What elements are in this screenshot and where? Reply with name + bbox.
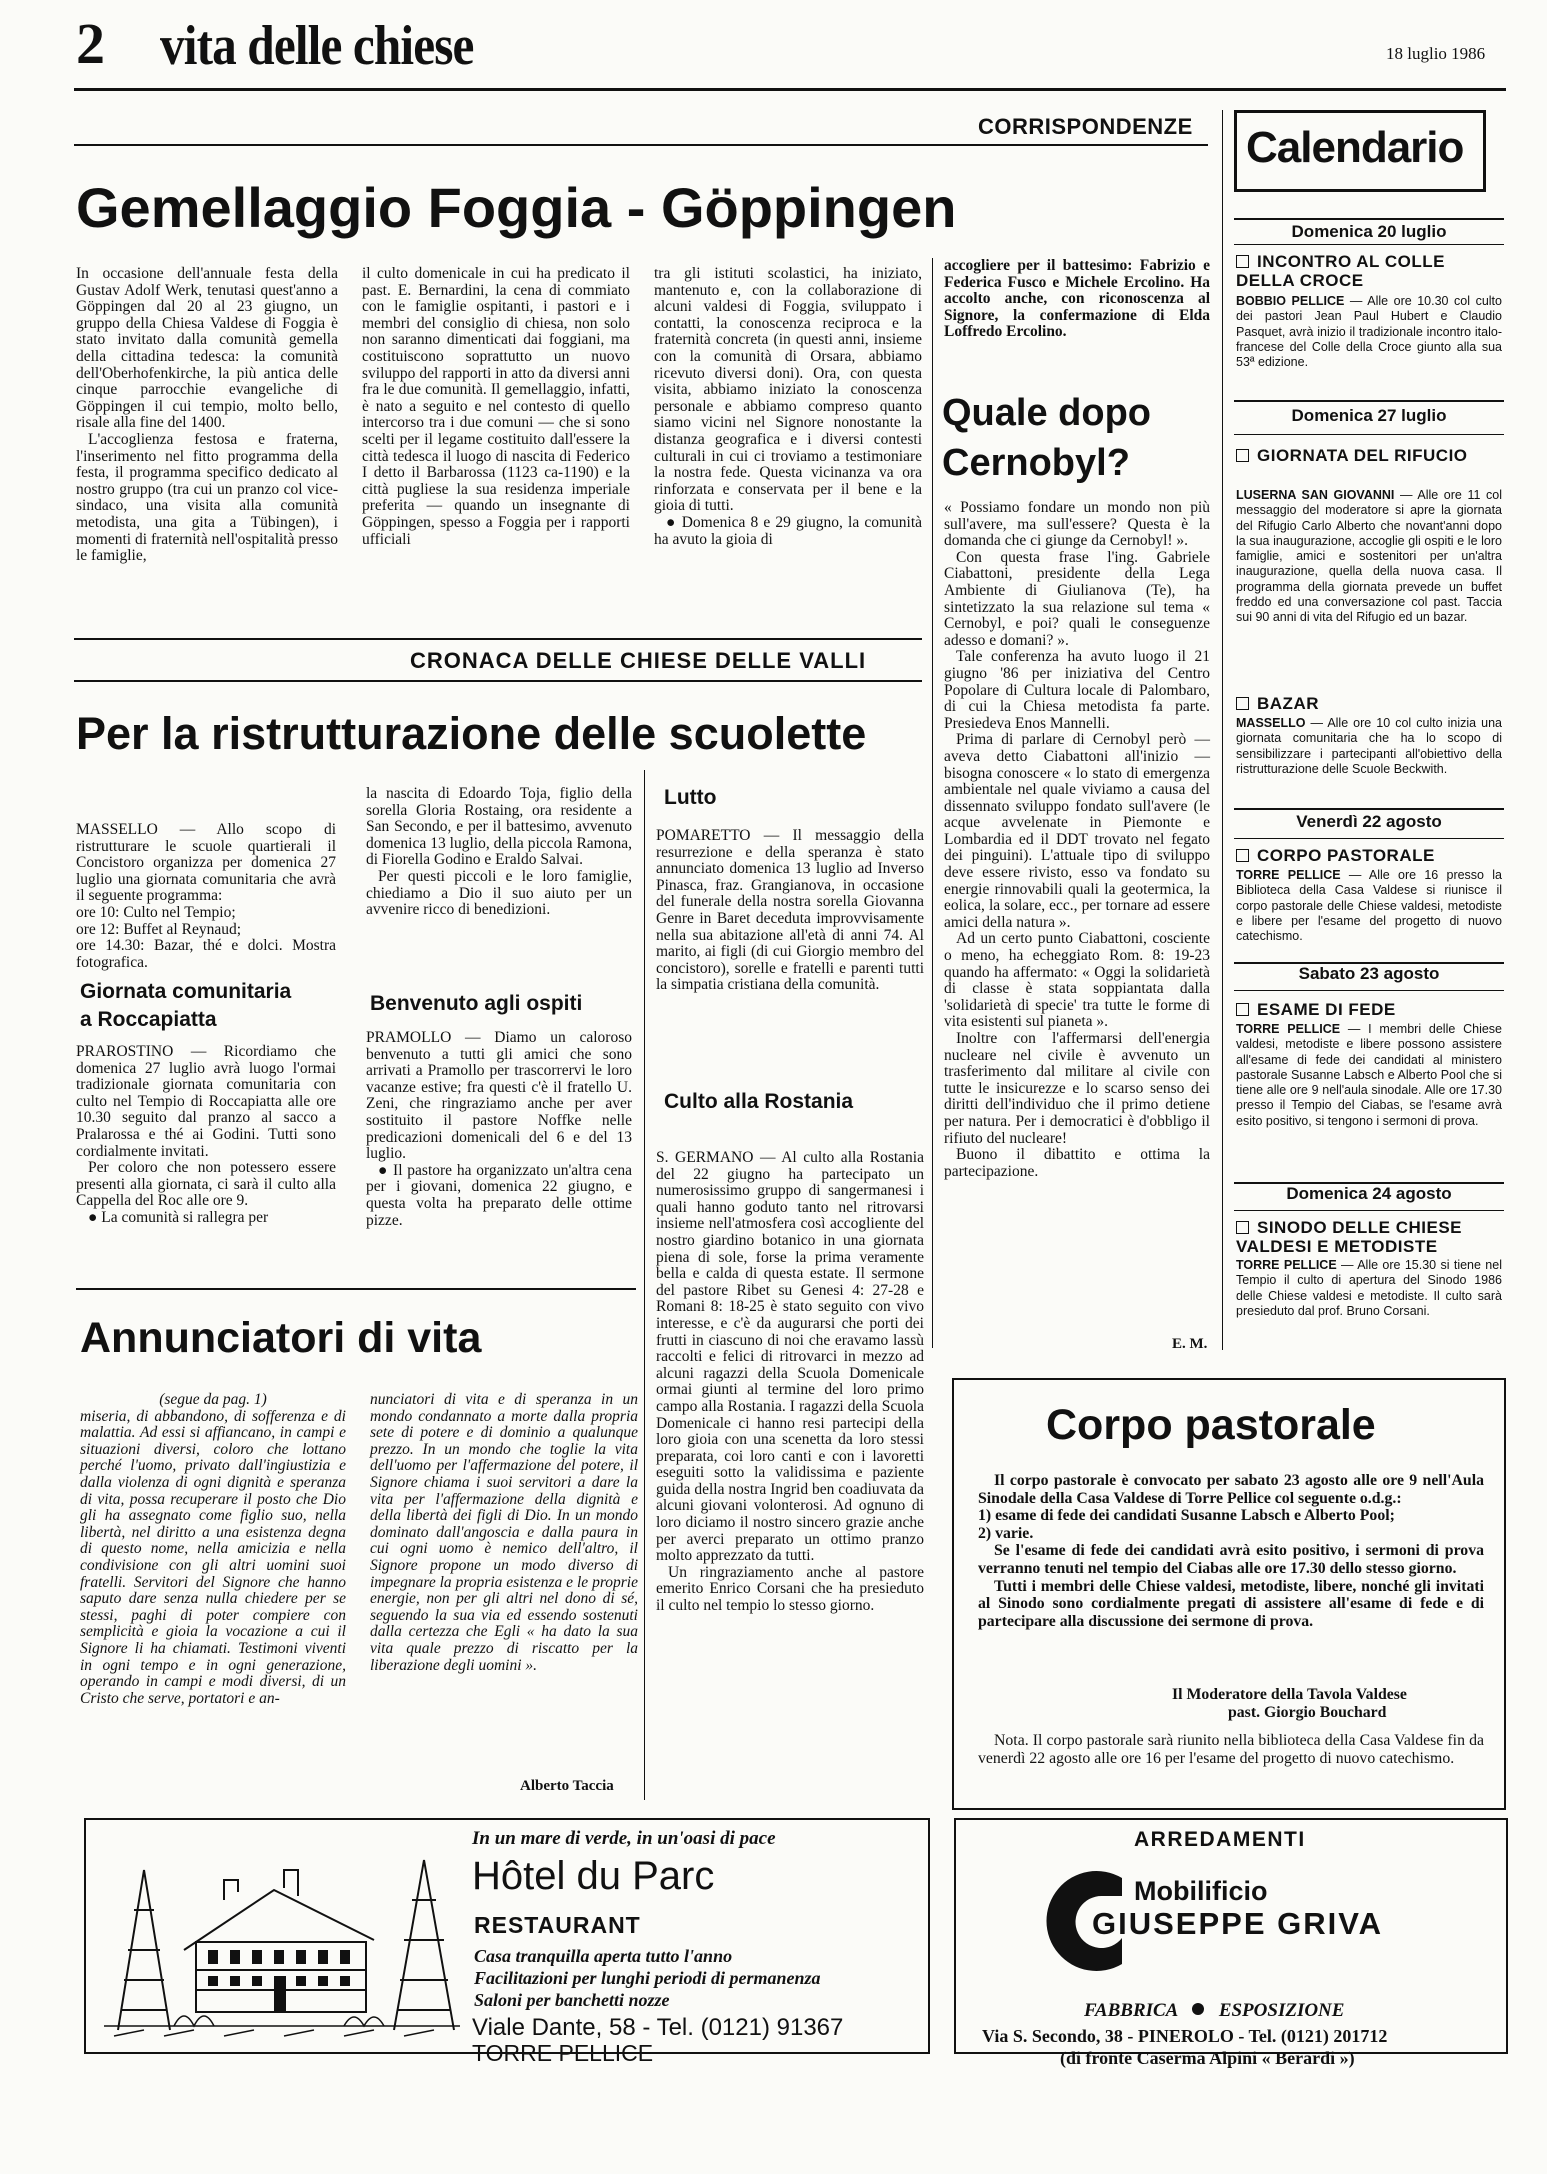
paragraph: nunciatori di vita e di speranza in un mondo condannato a morte dalla propria sete di potere e di dominio a qualunque prezzo. In un mondo che toglie la vita dell'uomo per l'affermazione del potere, il Signore chiama i suoi servitori a dare la vita per l'affermazione della dignità e della libertà dei figli di Dio. In un mondo dominato dall'angoscia e dalla paura in cui ogni uomo è nemico dell'altro, il Signore propone un modo diverso di impegnare la propria esistenza e le proprie energie, non per gli altri nel dono di sé, seguendo la sua via ed essendo sostenuti dalla certezza che Egli « ha dato la sua vita quale prezzo di riscatto per la liberazione degli uomini ». <box>370 1391 638 1674</box>
article-title-line: Quale dopo <box>942 392 1151 434</box>
article-column <box>370 1392 638 1782</box>
article-column <box>944 500 1210 1345</box>
hotel-tagline: In un mare di verde, in un'oasi di pace <box>472 1828 776 1849</box>
article-column <box>76 266 338 614</box>
calendar-event-title: SINODO DELLE CHIESE VALDESI E METODISTE <box>1236 1218 1463 1256</box>
calendar-event-text: TORRE PELLICE — I membri delle Chiese valdesi, metodiste e libere possono assistere all'esame di fede dei candidati al ministero pastorale Susanne Labsch e Alberto Pool che si tiene alle ore 9 nell'aula sinodale. Alle ore 17.30 presso il Tempio del Ciabas, se l'esame avrà esito positivo, si tengono i sermoni di prova. <box>1236 1022 1502 1128</box>
article-column <box>944 258 1210 360</box>
hotel-feature: Facilitazioni per lunghi periodi di permanenza <box>474 1968 821 1988</box>
paragraph: ● La comunità si rallegra per <box>88 1208 269 1226</box>
hotel-feature: Saloni per banchetti nozze <box>474 1990 670 2010</box>
paragraph: Tutti i membri delle Chiese valdesi, metodiste, libere, nonché gli invitati al Sinodo sono cordialmente pregati di assistere all'esame di fede e di partecipare alla discussione dei sermone di prova. <box>978 1577 1484 1630</box>
calendar-day: Domenica 27 luglio <box>1291 406 1447 425</box>
paragraph: il culto domenicale in cui ha predicato il past. E. Bernardini, la cena di commiato con le famiglie ospitanti, i pastori e i membri del consiglio di chiesa, non solo non saranno dimenticati dai foggiani, ma costituiscono soprattutto un nuovo sviluppo del rapporti in atto da diversi anni fra le due comunità. Il gemellaggio, infatti, è nato a seguito e nel contesto di quello intercorso tra i due comuni — che si sono scelti per il legame costituito dall'essere la città tedesca il luogo di nascita di Federico I detto il Barbarossa (1123 ca-1190) e la città pugliese la sua residenza imperiale preferita — quando un insegnante di Göppingen, spesso a Foggia per i rapporti ufficiali <box>362 265 630 548</box>
calendar-event-title: BAZAR <box>1236 694 1504 713</box>
section-title: vita delle chiese <box>160 15 474 77</box>
paragraph: In occasione dell'annuale festa della Gustav Adolf Werk, tenutasi quest'anno a Göppingen dal 20 al 23 giugno, un gruppo della Chiesa Valdese di Foggia è stato invitato dalla comunità gemella della cittadina tedesca: la comunità dell'Oberhofenkirche, la più antica delle cinque parrocchie evangeliche di Göppingen il cui tempio, molto bello, risale alla fine del 1400. <box>76 265 338 432</box>
ad-note: (di fronte Caserma Alpini « Berardi ») <box>1060 2048 1355 2068</box>
calendar-day: Venerdì 22 agosto <box>1296 812 1442 831</box>
notice-title: Corpo pastorale <box>1046 1401 1376 1449</box>
section-rule <box>76 1288 636 1290</box>
brand-name: GIUSEPPE GRIVA <box>1092 1906 1383 1941</box>
signature-line: Il Moderatore della Tavola Valdese <box>1172 1686 1407 1703</box>
paragraph: miseria, di abbandono, di sofferenza e di malattia. Ad essi si affiancano, in campi e situazioni diversi, coloro che lottano perché l'uomo, privato dall'ingiustizia e dalla violenza di ogni dignità e speranza di vita, possa recuperare il posto che Dio gli ha assegnato come figlio suo, nella libertà, nel diritto a una esistenza degna di questo nome, nella amicizia e nella condivisione con gli altri uomini suoi fratelli. Servitori del Signore che hanno saputo dare senza nulla chiedere per se stessi, paghi di poter compiere con semplicità e gioia la vocazione a cui il Signore li ha chiamati. Testimoni viventi in ogni tempo e in ogni generazione, operando in campi e modi diversi, di un Cristo che serve, portatori e an- <box>80 1407 346 1707</box>
calendar-event-text: TORRE PELLICE — Alle ore 15.30 si tiene nel Tempio il culto di apertura del Sinodo 1986 delle Chiese valdesi e metodiste. Il culto sarà presieduto dal prof. Bruno Corsani. <box>1236 1258 1502 1318</box>
paragraph: Tale conferenza ha avuto luogo il 21 giugno '86 per iniziativa del Centro Popolare di Cultura locale di Palombaro, di cui la Chiesa metodista fa parte. Presiedeva Enos Mannelli. <box>944 648 1210 732</box>
section-label: CRONACA DELLE CHIESE DELLE VALLI <box>410 648 867 673</box>
paragraph: ● Domenica 8 e 29 giugno, la comunità ha avuto la gioia di <box>654 513 922 548</box>
paragraph: Inoltre con l'affermarsi dell'energia nucleare nel civile è avvenuto un trasferimento dal militare al civile con tutte le insicurezze e lo scarso senso dei diritti dell'individuo che il primo detiene per natura. Per i democratici è d'obbligo il rifiuto del nucleare! <box>944 1030 1210 1147</box>
calendar-event-text: LUSERNA SAN GIOVANNI — Alle ore 11 col messaggio del moderatore si apre la giornata del Rifugio Carlo Alberto che novant'anni dopo la sua inaugurazione, accoglie gli ospiti e le loro famiglie, amici e sostenitori per un'altra inaugurazione, quella della nuova casa. Il programma della giornata prevede un buffet freddo ed una conversazione col past. Taccia sui 90 anni di vita del Rifugio ed un bazar. <box>1236 488 1502 625</box>
ad-header: ARREDAMENTI <box>1134 1828 1306 1851</box>
checkbox-icon <box>1236 697 1249 710</box>
article-column <box>654 266 922 614</box>
brand-name: Mobilificio <box>1134 1876 1268 1906</box>
calendar-event-title: GIORNATA DEL RIFUCIO <box>1236 446 1504 465</box>
column-divider <box>644 770 645 1800</box>
paragraph: Prima di parlare di Cernobyl però — aveva detto Ciabattoni all'inizio — bisogna conoscere « lo stato di emergenza ambientale nel quale viviamo a causa del dissennato sviluppo fondato sull'avere (le acque avvelenate in Piemonte e Lombardia ed il DDT trovato nel fegato dei pinguini). L'attuale tipo di sviluppo deve essere rivisto, esso va fondato su energie rinnovabili quali la geotermica, la eolica, la solare, ecc., per tornare ad essere amici della natura ». <box>944 731 1210 931</box>
checkbox-icon <box>1236 449 1249 462</box>
calendar-event-text: TORRE PELLICE — Alle ore 16 presso la Biblioteca della Casa Valdese si riunisce il corpo pastorale delle Chiese valdesi, metodiste e libere per l'esame del progetto di nuovo catechismo. <box>1236 868 1502 944</box>
article-title: Gemellaggio Foggia - Göppingen <box>76 176 957 239</box>
issue-date: 18 luglio 1986 <box>1386 44 1486 63</box>
paragraph: Il corpo pastorale è convocato per sabato 23 agosto alle ore 9 nell'Aula Sinodale della Casa Valdese di Torre Pellice col seguente o.d.g.: <box>978 1472 1484 1507</box>
bullet-icon <box>1192 2003 1204 2015</box>
paragraph: ore 10: Culto nel Tempio; <box>76 903 236 921</box>
article-title: Per la ristrutturazione delle scuolette <box>76 708 867 759</box>
section-label: CORRISPONDENZE <box>978 114 1193 139</box>
subheading: a Roccapiatta <box>80 1008 217 1031</box>
article-column <box>76 821 336 971</box>
hotel-feature: Casa tranquilla aperta tutto l'anno <box>474 1946 733 1966</box>
article-column <box>76 1044 336 1264</box>
calendar-day: Domenica 24 agosto <box>1286 1184 1452 1203</box>
checkbox-icon <box>1236 255 1249 268</box>
paragraph: Buono il dibattito e ottima la partecipazione. <box>944 1146 1210 1180</box>
ad-tagline: FABBRICA ESPOSIZIONE <box>1084 2000 1345 2021</box>
article-column <box>366 786 632 978</box>
paragraph: Ad un certo punto Ciabattoni, cosciente o meno, ha echeggiato Rom. 8: 19-23 quando ha affermato: « Oggi la solidarietà di classe è stata soppiantata dalla 'solidarietà di specie' tra tutte le forme di vita esistenti sul pianeta ». <box>944 930 1210 1031</box>
paragraph: ● Il pastore ha organizzato un'altra cena per i giovani, domenica 22 giugno, e questa volta ha preparato delle ottime pizze. <box>366 1161 632 1229</box>
rule <box>1234 218 1504 220</box>
calendario-title: Calendario <box>1246 123 1464 172</box>
paragraph: ore 14.30: Bazar, thé e dolci. Mostra fotografica. <box>76 937 336 971</box>
calendar-day: Sabato 23 agosto <box>1298 964 1440 983</box>
calendar-event-title: INCONTRO AL COLLE DELLA CROCE <box>1236 252 1445 290</box>
section-rule <box>74 680 922 682</box>
paragraph: tra gli istituti scolastici, ha iniziato, mantenuto e, con la collaborazione di alcuni valdesi di Foggia, sviluppato i contatti, la conoscenza reciproca e la fraternità concreta (in questi anni, insieme con la comunità di Orsara, abbiamo ricevuto diversi doni). Ora, con questa visita, abbiamo iniziato la conoscenza personale e abbiamo compreso quanto siamo vicini nel Signore nonostante la distanza geografica e i diversi contesti culturali in cui ci troviamo a testimoniare la nostra fede. Questa vicinanza va ora rinforzata e conservata per il bene e la gioia di tutti. <box>654 265 922 515</box>
notice-body <box>978 1472 1484 1672</box>
paragraph: ore 12: Buffet al Reynaud; <box>76 920 242 938</box>
article-title-line: Cernobyl? <box>942 442 1130 484</box>
rule <box>1234 808 1504 810</box>
rule <box>1234 400 1504 402</box>
article-column <box>362 266 630 614</box>
article-column <box>366 1030 632 1264</box>
hotel-address: Viale Dante, 58 - Tel. (0121) 91367 <box>472 2014 844 2041</box>
article-column <box>656 1150 924 1798</box>
paragraph: L'accoglienza festosa e fraterna, l'inserimento nel fitto programma della festa, il programma specifico dedicato al nostro gruppo (tra cui un pranzo col vice-sindaco, una visita alla comunità metodista, una gita a Tübingen), i momenti di fraternità nell'ospitalità presso le famiglie, <box>76 430 338 565</box>
section-rule <box>74 638 922 640</box>
calendar-event-title: CORPO PASTORALE <box>1236 846 1504 865</box>
hotel-city: TORRE PELLICE <box>472 2040 654 2066</box>
signature-line: past. Giorgio Bouchard <box>1228 1704 1387 1721</box>
paragraph: 1) esame di fede dei candidati Susanne Labsch e Alberto Pool; <box>978 1507 1395 1525</box>
paragraph: Se l'esame di fede dei candidati avrà esito positivo, i sermoni di prova verranno tenuti nel tempio del Ciabas alle ore 17.30 dello stesso giorno. <box>978 1542 1484 1577</box>
paragraph: la nascita di Edoardo Toja, figlio della sorella Gloria Rostaing, ora residente a San Secondo, e per il battesimo, avvenuto domenica 13 luglio, della piccola Ramona, di Fiorella Godino e Eraldo Salvai. <box>366 785 632 869</box>
calendar-day: Domenica 20 luglio <box>1291 222 1447 241</box>
paragraph: PRAROSTINO — Ricordiamo che domenica 27 luglio avrà luogo l'ormai tradizionale giornata comunitaria con culto nel Tempio di Roccapiatta alle ore 10.30 seguito dal pranzo al sacco a Pralarossa e thé ai Godini. Tutti sono cordialmente invitati. <box>76 1043 336 1160</box>
subheading: Benvenuto agli ospiti <box>370 992 583 1015</box>
author: Alberto Taccia <box>520 1778 614 1794</box>
calendar-event-text: MASSELLO — Alle ore 10 col culto inizia una giornata comunitaria che ha lo scopo di sensibilizzare i partecipanti all'obiettivo della ristrutturazione delle Scuole Beckwith. <box>1236 716 1502 776</box>
hotel-building-icon <box>104 1830 460 2042</box>
paragraph: Per coloro che non potessero essere presenti alla giornata, ci sarà il culto alla Cappella del Roc alle ore 9. <box>76 1159 336 1210</box>
paragraph: accogliere per il battesimo: Fabrizio e Federica Fusco e Michele Ercolino. Ha accolto anche, con riconoscenza al Signore, la confermazione di Elda Loffredo Ercolino. <box>944 257 1210 341</box>
paragraph: S. GERMANO — Al culto alla Rostania del 22 giugno ha partecipato un numerosissimo gruppo di sangermanesi i quali hanno goduto tanto nel ritrovarsi insieme nell'atmosfera così accogliente del nostro giardino botanico in una giornata piena di sole, forse la prima veramente bella e calda di questa estate. Il sermone del pastore Ribet su Genesi 4: 27-28 e Romani 8: 18-25 è stato seguito con vivo interesse, e c'è da augurarsi che porti dei frutti in ciascuno di noi che eravamo lassù raccolti e felici di ritrovarci in mezzo ad alcuni ragazzi della Scuola Domenicale ormai giunti al termine del loro primo campo alla Rostania. I ragazzi della Scuola Domenicale ci hanno resi partecipi della loro gioia con una scenetta da loro stessi preparata, coi loro canti e con i lavoretti eseguiti sotto la validissima e paziente guida della nostra Ingrid ben coadiuvata da alcuni giovani volonterosi. Ad ognuno di loro diciamo il nostro sincero grazie anche per averci preparato un ottimo pranzo molto apprezzato da tutti. <box>656 1149 924 1565</box>
ad-address: Via S. Secondo, 38 - PINEROLO - Tel. (0121) 201712 <box>982 2026 1388 2046</box>
paragraph: Per questi piccoli e le loro famiglie, chiediamo a Dio il suo aiuto per un avvenire ricco di benedizioni. <box>366 867 632 919</box>
masthead-rule <box>74 88 1506 91</box>
paragraph: « Possiamo fondare un mondo non più sull'avere, ma sull'essere? Questa è la domanda che ci giunge da Cernobyl! ». <box>944 499 1210 550</box>
subheading: Lutto <box>664 786 717 809</box>
rule <box>1234 434 1504 435</box>
paragraph: POMARETTO — Il messaggio della resurrezione e della speranza è stato annunciato domenica 13 luglio ad Inverso Pinasca, fraz. Grangianova, in occasione del funerale della nostra sorella Giovanna Genre in Baret deceduta improvvisamente nella sua abitazione all'età di anni 74. Al marito, ai figli (di cui Giorgio membro del concistoro), sorelle e fratelli e parenti tutti la simpatia cristiana della comunità. <box>656 827 924 994</box>
section-rule <box>74 144 1208 146</box>
page-number: 2 <box>76 11 105 76</box>
paragraph: MASSELLO — Allo scopo di ristrutturare le scuole quartierali il Concistoro organizza per domenica 27 luglio una giornata comunitaria che avrà il seguente programma: <box>76 821 336 905</box>
hotel-restaurant: RESTAURANT <box>474 1912 641 1938</box>
article-column <box>80 1392 346 1802</box>
rule <box>1234 838 1504 839</box>
paragraph: 2) varie. <box>978 1524 1034 1542</box>
rule <box>1234 990 1504 991</box>
column-divider <box>932 258 933 1348</box>
checkbox-icon <box>1236 1221 1249 1234</box>
column-divider <box>1222 110 1223 1350</box>
calendar-event-text: BOBBIO PELLICE — Alle ore 10.30 col culto dei pastori Jean Paul Hubert e Claudio Pasquet, avrà inizio il tradizionale incontro italo-francese del Colle della Croce giunto alla sua 53ª edizione. <box>1236 294 1502 370</box>
rule <box>1234 1210 1504 1211</box>
article-title: Annunciatori di vita <box>80 1314 482 1362</box>
calendar-event-title: ESAME DI FEDE <box>1236 1000 1504 1019</box>
subheading: Culto alla Rostania <box>664 1090 854 1113</box>
hotel-name: Hôtel du Parc <box>472 1854 715 1898</box>
hotel-illustration <box>104 1830 460 2042</box>
paragraph: PRAMOLLO — Diamo un caloroso benvenuto a tutti gli amici che sono arrivati a Pramollo per trascorrervi le loro vacanze estive; fra questi c'è il fratello U. Zeni, che ringraziamo anche per aver sostituito il pastore Noffke nelle predicazioni domenicali del 6 e del 13 luglio. <box>366 1029 632 1163</box>
paragraph: (segue da pag. 1) <box>159 1391 267 1408</box>
article-column <box>656 828 924 1064</box>
checkbox-icon <box>1236 849 1249 862</box>
checkbox-icon <box>1236 1003 1249 1016</box>
paragraph: Nota. Il corpo pastorale sarà riunito nella biblioteca della Casa Valdese fin da venerdì 22 agosto alle ore 16 per l'esame del progetto di nuovo catechismo. <box>978 1732 1484 1767</box>
signature: E. M. <box>1172 1336 1208 1352</box>
paragraph: Con questa frase l'ing. Gabriele Ciabattoni, presidente della Lega Ambiente di Giulianova (Te), ha sintetizzato la sua relazione sul tema « Cernobyl, e poi? quali le conseguenze adesso e domani? ». <box>944 548 1210 649</box>
paragraph: Un ringraziamento anche al pastore emerito Enrico Corsani che ha presieduto il culto nel tempio lo stesso giorno. <box>656 1563 924 1615</box>
notice-note <box>978 1732 1484 1786</box>
rule <box>1234 244 1504 245</box>
subheading: Giornata comunitaria <box>80 980 292 1003</box>
